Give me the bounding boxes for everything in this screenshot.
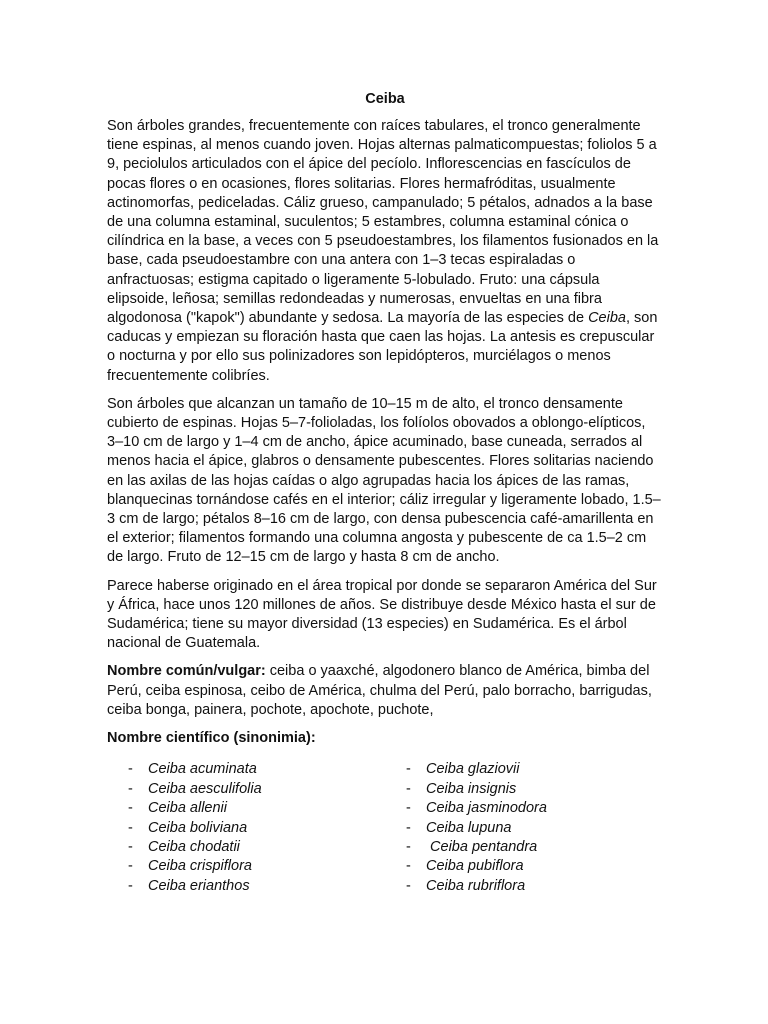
list-dash: - — [406, 858, 411, 875]
list-dash: - — [128, 858, 133, 875]
synonym-item — [385, 760, 663, 779]
synonym-item — [107, 877, 385, 896]
synonym-item — [385, 780, 663, 799]
synonym-name: Ceiba chodatii — [148, 838, 240, 855]
synonym-item — [107, 799, 385, 818]
list-dash: - — [406, 800, 411, 817]
list-dash: - — [406, 877, 411, 894]
common-name-label: Nombre común/vulgar: — [107, 663, 266, 680]
synonym-item — [107, 760, 385, 779]
synonym-item — [107, 857, 385, 876]
synonym-list-right — [385, 760, 663, 896]
synonym-item — [107, 838, 385, 857]
list-dash: - — [406, 761, 411, 778]
synonym-name: Ceiba boliviana — [148, 819, 248, 836]
synonym-list — [107, 760, 663, 896]
common-name-text: ceiba o yaaxché, algodonero blanco de América, bimba del Perú, ceiba espinosa, ceibo de América, chulma del Perú, palo borracho, barrigudas, ceiba bonga, painera, pochote, apochote, puchote, — [107, 663, 652, 718]
synonym-item — [107, 819, 385, 838]
list-dash: - — [128, 877, 133, 894]
scientific-name-heading: Nombre científico (sinonimia): — [107, 730, 316, 747]
synonym-item — [385, 819, 663, 838]
list-dash: - — [128, 761, 133, 778]
synonym-name: Ceiba insignis — [426, 780, 517, 797]
list-dash: - — [128, 780, 133, 797]
genus-italic: Ceiba — [588, 310, 626, 327]
description-paragraph — [107, 117, 663, 386]
synonym-item — [385, 857, 663, 876]
synonym-name: Ceiba lupuna — [426, 819, 512, 836]
synonym-item — [385, 877, 663, 896]
synonym-item — [385, 799, 663, 818]
common-name-paragraph — [107, 662, 663, 720]
synonym-name: Ceiba crispiflora — [148, 858, 252, 875]
synonym-name: Ceiba allenii — [148, 800, 227, 817]
morphology-paragraph: Son árboles que alcanzan un tamaño de 10–15 m de alto, el tronco densamente cubierto de espinas. Hojas 5–7-folioladas, los folíolos obovados a oblongo-elípticos, 3–10 cm de largo y 1–4 cm de ancho, ápice acuminado, base cuneada, serrados al menos hacia el ápice, glabros o densamente pubescentes. Flores solitarias naciendo en las axilas de las hojas caídas o algo agrupadas hacia los ápices de las ramas, blanquecinas tornándose cafés en el interior; cáliz irregular y ligeramente lobado, 1.5–3 cm de largo; pétalos 8–16 cm de largo, con densa pubescencia café-amarillenta en el exterior; filamentos formando una columna angosta y pubescente de ca 1.5–2 cm de largo. Fruto de 12–15 cm de largo y hasta 8 cm de ancho. — [107, 395, 661, 566]
document-title: Ceiba — [365, 91, 405, 107]
synonym-item — [385, 838, 663, 857]
synonym-name: Ceiba jasminodora — [426, 800, 547, 817]
synonym-name: Ceiba acuminata — [148, 761, 257, 778]
list-dash: - — [128, 819, 133, 836]
synonym-name: Ceiba glaziovii — [426, 761, 520, 778]
synonym-list-left — [107, 760, 385, 896]
list-dash: - — [406, 780, 411, 797]
synonym-name: Ceiba pentandra — [426, 838, 538, 855]
synonym-name: Ceiba aesculifolia — [148, 780, 262, 797]
list-dash: - — [406, 819, 411, 836]
list-dash: - — [406, 838, 411, 855]
synonym-name: Ceiba rubriflora — [426, 877, 526, 894]
description-text-start: Son árboles grandes, frecuentemente con raíces tabulares, el tronco generalmente tiene espinas, al menos cuando joven. Hojas alternas palmaticompuestas; foliolos 5 a 9, peciolulos articulados con el ápice del pecíolo. Inflorescencias en fascículos de pocas flores o en ocasiones, flores solitarias. Flores hermafróditas, usualmente actinomorfas, pediceladas. Cáliz grueso, campanulado; 5 pétalos, adnados a la base de una columna estaminal, suculentos; 5 estambres, columna estaminal cónica o cilíndrica en la base, a veces con 5 pseudoestambres, los filamentos fusionados en la base, cada pseudoestambre con una antera con 1–3 tecas espiraladas o anfractuosas; estigma capitado o ligeramente 5-lobulado. Fruto: una cápsula elipsoide, leñosa; semillas redondeadas y numerosas, envueltas en una fibra algodonosa ("kapok") abundante y sedosa. La mayoría de las especies de — [107, 118, 659, 327]
synonym-item — [107, 780, 385, 799]
list-dash: - — [128, 838, 133, 855]
description-text-end: , son caducas y empiezan su floración hasta que caen las hojas. La antesis es crepuscular o nocturna y por ello sus polinizadores son lepidópteros, murciélagos o menos frecuentemente colibríes. — [107, 310, 658, 384]
list-dash: - — [128, 800, 133, 817]
synonym-name: Ceiba pubiflora — [426, 858, 524, 875]
origin-paragraph: Parece haberse originado en el área tropical por donde se separaron América del Sur y África, hace unos 120 millones de años. Se distribuye desde México hasta el sur de Sudamérica; tiene su mayor diversidad (13 especies) en Sudamérica. Es el árbol nacional de Guatemala. — [107, 577, 657, 652]
synonym-name: Ceiba erianthos — [148, 877, 250, 894]
document-page — [107, 90, 663, 896]
